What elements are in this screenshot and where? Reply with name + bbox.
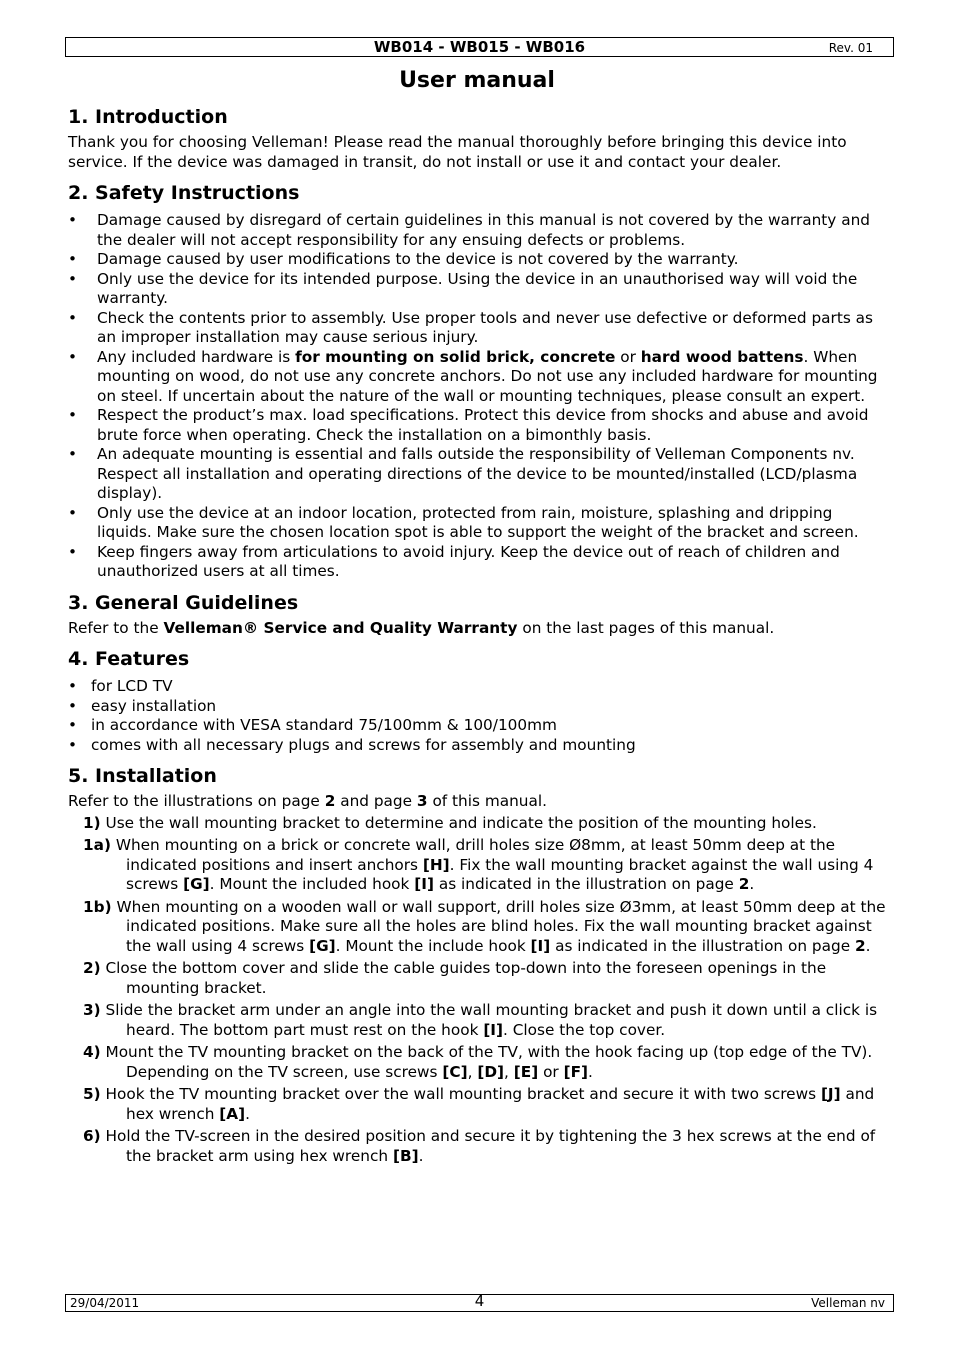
section-safety <box>68 181 890 582</box>
revision-label: Rev. 01 <box>828 41 873 55</box>
text-span: or <box>538 1062 564 1081</box>
step-number: 2) <box>83 959 101 977</box>
section-heading: 4. Features <box>68 648 190 670</box>
section-heading: 5. Installation <box>68 765 217 787</box>
bold-span: [I] <box>483 1020 503 1039</box>
features-list <box>68 677 890 755</box>
bold-span: for mounting on solid brick, concrete <box>295 347 616 366</box>
text-span: When mounting on a wooden wall or wall support, drill holes size Ø3mm, at least 50mm deep at the indicated positions. Make sure all the holes are blind holes. Fix the wall mounting bracket against the wall using 4 screws <box>111 897 886 955</box>
section-introduction <box>68 105 890 172</box>
text-span: . <box>749 875 755 893</box>
step-number: 3) <box>83 1001 101 1019</box>
text-span: Mount the TV mounting bracket on the back of the TV, with the hook facing up (top edge of the TV). Depending on the TV screen, use screws <box>100 1043 873 1081</box>
bold-span: [I] <box>530 936 551 955</box>
manual-content <box>68 105 890 1169</box>
section-heading: 3. General Guidelines <box>68 591 299 614</box>
step-3 <box>68 1001 890 1040</box>
footer-date: 29/04/2011 <box>70 1296 140 1310</box>
text-span: . Close the top cover. <box>503 1020 666 1039</box>
text-span: and hex wrench <box>126 1085 875 1123</box>
step-2 <box>68 959 890 998</box>
list-item-hardware <box>68 348 890 407</box>
text-span: . Fix the wall mounting bracket against the wall using 4 screws <box>126 855 874 893</box>
section-general-guidelines <box>68 591 890 639</box>
bold-span: Velleman® Service and Quality Warranty <box>163 618 518 637</box>
bold-span: 2 <box>738 875 750 893</box>
step-4 <box>68 1043 890 1082</box>
section-installation <box>68 764 890 1166</box>
section-features <box>68 647 890 755</box>
text-span: Refer to the illustrations on page <box>68 792 325 810</box>
page-footer <box>65 1294 894 1312</box>
intro-text: Thank you for choosing Velleman! Please read the manual thoroughly before bringing this device into service. If the device was damaged in transit, do not install or use it and contact your dealer. <box>68 133 847 171</box>
text-span: Hook the TV mounting bracket over the wall mounting bracket and secure it with two screws <box>100 1085 821 1103</box>
text-span: , <box>504 1062 514 1081</box>
step-number: 6) <box>83 1127 101 1145</box>
bold-span: 2 <box>324 792 336 810</box>
text-span: . When mounting on wood, do not use any concrete anchors. Do not use any included hardware for mounting on steel. If uncertain about the nature of the wall or mounting techniques, please consult an expert. <box>97 347 878 405</box>
step-6 <box>68 1127 890 1166</box>
step-number: 1a) <box>83 836 111 854</box>
text-span: Use the wall mounting bracket to determine and indicate the position of the mounting holes. <box>100 813 817 832</box>
text-span: as indicated in the illustration on page <box>433 875 739 893</box>
list-item: • Check the contents prior to assembly. Use proper tools and never use defective or deformed parts as an improper installation may cause serious injury. <box>68 309 890 348</box>
text-span: . Mount the included hook <box>209 875 415 893</box>
list-item: • Only use the device for its intended purpose. Using the device in an unauthorised way will void the warranty. <box>68 270 890 309</box>
list-item: • Respect the product’s max. load specifications. Protect this device from shocks and abuse and avoid brute force when operating. Check the installation on a bimonthly basis. <box>68 406 890 445</box>
section-heading: 2. Safety Instructions <box>68 182 300 204</box>
list-item: • Only use the device at an indoor location, protected from rain, moisture, splashing and dripping liquids. Make sure the chosen location spot is able to support the weight of the bracket and screen. <box>68 504 890 543</box>
text-span: When mounting on a brick or concrete wall, drill holes size Ø8mm, at least 50mm deep at the indicated positions and insert anchors <box>110 836 836 874</box>
text-span: on the last pages of this manual. <box>517 618 775 637</box>
list-item: • in accordance with VESA standard 75/100mm & 100/100mm <box>68 716 890 736</box>
bold-span: [E] <box>513 1062 539 1081</box>
text-span: Any included hardware is <box>97 347 296 366</box>
bold-span: [G] <box>183 875 210 893</box>
step-1b <box>68 898 890 957</box>
list-item: • comes with all necessary plugs and screws for assembly and mounting <box>68 736 890 756</box>
safety-list <box>68 211 890 582</box>
footer-company: Velleman nv <box>811 1296 885 1310</box>
installation-intro <box>68 792 890 812</box>
step-1 <box>68 814 890 834</box>
list-item: • easy installation <box>68 697 890 717</box>
section-heading: 1. Introduction <box>68 106 228 128</box>
step-1a <box>68 836 890 895</box>
list-item: • Keep fingers away from articulations to avoid injury. Keep the device out of reach of children and unauthorized users at all times. <box>68 543 890 582</box>
bold-span: [I] <box>414 875 434 893</box>
text-span: . Mount the include hook <box>335 936 531 955</box>
bold-span: [F] <box>563 1062 589 1081</box>
text-span: , <box>467 1062 478 1081</box>
bold-span: [C] <box>442 1062 468 1081</box>
bold-span: [D] <box>477 1062 505 1081</box>
page-header <box>65 37 894 57</box>
text-span: . <box>865 936 871 955</box>
bold-span: [J] <box>820 1085 841 1103</box>
text-span: and page <box>335 792 417 810</box>
installation-steps <box>68 814 890 1167</box>
text-span: . <box>418 1146 424 1165</box>
text-span: . <box>588 1062 593 1081</box>
text-span: . <box>245 1104 250 1123</box>
guidelines-text <box>68 619 890 639</box>
list-item: • Damage caused by disregard of certain guidelines in this manual is not covered by the warranty and the dealer will not accept responsibility for any ensuing defects or problems. <box>68 211 890 250</box>
list-item: • Damage caused by user modifications to the device is not covered by the warranty. <box>68 250 890 270</box>
page-number: 4 <box>474 1292 485 1310</box>
text-span: Close the bottom cover and slide the cable guides top-down into the foreseen openings in the mounting bracket. <box>100 959 827 997</box>
list-item: • An adequate mounting is essential and falls outside the responsibility of Velleman Components nv. Respect all installation and operating directions of the device to be mounted/installed (LCD/plasma display). <box>68 445 890 504</box>
step-number: 1) <box>83 813 101 832</box>
step-number: 4) <box>83 1043 101 1061</box>
text-span: or <box>615 347 641 366</box>
bold-span: hard wood battens <box>640 347 804 366</box>
bold-span: [B] <box>392 1146 419 1165</box>
step-5 <box>68 1085 890 1124</box>
text-span: Hold the TV-screen in the desired position and secure it by tightening the 3 hex screws at the end of the bracket arm using hex wrench <box>100 1127 876 1165</box>
model-numbers: WB014 - WB015 - WB016 <box>373 38 586 56</box>
text-span: as indicated in the illustration on page <box>550 936 855 955</box>
text-span: of this manual. <box>427 792 547 810</box>
list-item: • for LCD TV <box>68 677 890 697</box>
text-span: Refer to the <box>68 618 164 637</box>
text-span: Slide the bracket arm under an angle into the wall mounting bracket and push it down until a click is heard. The bottom part must rest on the hook <box>100 1001 878 1039</box>
bold-span: [H] <box>422 855 450 874</box>
step-number: 5) <box>83 1085 101 1103</box>
bold-span: 2 <box>854 936 866 955</box>
bold-span: [A] <box>219 1104 246 1123</box>
page-title: User manual <box>399 68 555 93</box>
bold-span: [G] <box>309 936 336 955</box>
bold-span: 3 <box>416 792 428 810</box>
step-number: 1b) <box>83 897 112 916</box>
